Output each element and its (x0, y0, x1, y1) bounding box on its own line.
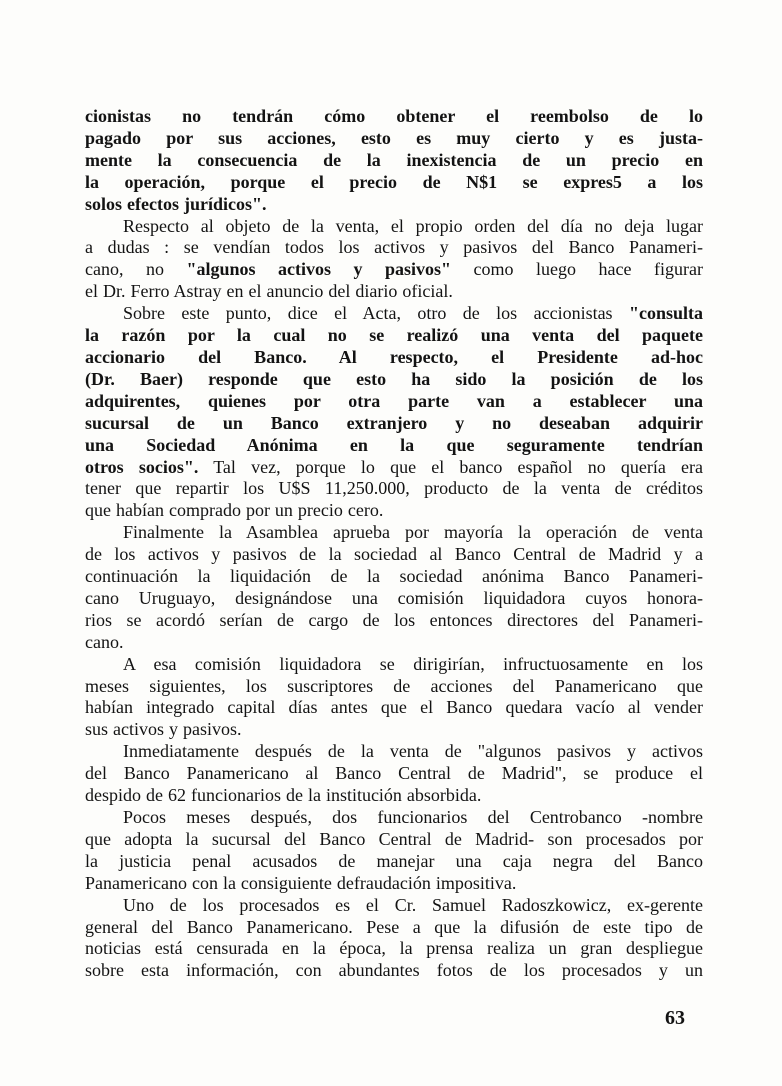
text-line (85, 457, 703, 479)
text-line (85, 917, 703, 939)
text-line (85, 632, 703, 654)
paragraph (85, 522, 703, 653)
text-line (85, 588, 703, 610)
text-line (85, 676, 703, 698)
text-line (85, 522, 703, 544)
text-line (85, 150, 703, 172)
text-line (85, 741, 703, 763)
text-segment: que habían comprado por un precio cero. (85, 500, 384, 521)
text-segment: Uno de los procesados es el Cr. Samuel Radoszkowicz, ex-gerente (123, 894, 703, 915)
text-line (85, 413, 703, 435)
text-line (85, 938, 703, 960)
text-line (85, 216, 703, 238)
bold-text-segment: adquirentes, quienes por otra parte van a establecer una (85, 390, 703, 411)
paragraph (85, 654, 703, 742)
bold-text-segment: pagado por sus acciones, esto es muy cierto y es justa- (85, 127, 703, 148)
text-line (85, 500, 703, 522)
text-line (85, 873, 703, 895)
text-segment: Respecto al objeto de la venta, el propio orden del día no deja lugar (123, 215, 703, 236)
bold-text-segment: cionistas no tendrán cómo obtener el reembolso de lo (85, 106, 703, 126)
text-segment: Finalmente la Asamblea aprueba por mayoría la operación de venta (123, 522, 703, 543)
text-segment: el Dr. Ferro Astray en el anuncio del diario oficial. (85, 281, 453, 302)
bold-text-segment: una Sociedad Anónima en la que seguramente tendrían (85, 434, 703, 455)
bold-text-segment: sucursal de un Banco extranjero y no deseaban adquirir (85, 412, 703, 433)
text-segment: a dudas : se vendían todos los activos y pasivos del Banco Panameri- (85, 237, 703, 258)
bold-text-segment: mente la consecuencia de la inexistencia de un precio en (85, 149, 703, 170)
text-segment: Inmediatamente después de la venta de "algunos pasivos y activos (123, 741, 703, 762)
bold-text-segment: solos efectos jurídicos". (85, 193, 267, 214)
bold-text-segment: otros socios". (85, 456, 199, 477)
text-segment: sus activos y pasivos. (85, 719, 242, 740)
text-line (85, 106, 703, 128)
paragraph (85, 741, 703, 807)
paragraph (85, 303, 703, 522)
text-segment: la justicia penal acusados de manejar una caja negra del Banco (85, 850, 703, 871)
paragraph (85, 106, 703, 216)
text-segment: meses siguientes, los suscriptores de acciones del Panamericano que (85, 675, 703, 696)
text-segment: como luego hace figurar (451, 259, 703, 280)
text-segment: cano. (85, 631, 124, 652)
text-segment: sobre esta información, con abundantes fotos de los procesados y un (85, 960, 703, 981)
text-segment: tener que repartir los U$S 11,250.000, producto de la venta de créditos (85, 478, 703, 499)
text-line (85, 303, 703, 325)
bold-text-segment: "consulta (628, 303, 703, 324)
text-line (85, 807, 703, 829)
text-line (85, 610, 703, 632)
text-segment: cano, no (85, 259, 187, 280)
text-line (85, 851, 703, 873)
text-line (85, 829, 703, 851)
text-line (85, 763, 703, 785)
text-segment: Panamericano con la consiguiente defraudación impositiva. (85, 872, 517, 893)
text-segment: que adopta la sucursal del Banco Central de Madrid- son procesados por (85, 828, 703, 849)
text-line (85, 237, 703, 259)
text-segment: despido de 62 funcionarios de la institución absorbida. (85, 785, 482, 806)
text-segment: Pocos meses después, dos funcionarios del Centrobanco -nombre (123, 807, 703, 827)
text-segment: de los activos y pasivos de la sociedad al Banco Central de Madrid y a (85, 544, 703, 565)
text-line (85, 259, 703, 281)
text-line (85, 281, 703, 303)
text-line (85, 369, 703, 391)
text-line (85, 172, 703, 194)
text-segment: Sobre este punto, dice el Acta, otro de los accionistas (123, 303, 629, 324)
text-line (85, 697, 703, 719)
text-line (85, 478, 703, 500)
text-line (85, 128, 703, 150)
page-number: 63 (665, 1007, 685, 1029)
text-line (85, 435, 703, 457)
bold-text-segment: la razón por la cual no se realizó una venta del paquete (85, 325, 703, 346)
bold-text-segment: (Dr. Baer) responde que esto ha sido la posición de los (85, 368, 703, 389)
text-segment: del Banco Panamericano al Banco Central de Madrid", se produce el (85, 763, 703, 784)
text-line (85, 566, 703, 588)
paragraph (85, 807, 703, 895)
text-line (85, 544, 703, 566)
text-line (85, 391, 703, 413)
text-segment: rios se acordó serían de cargo de los entonces directores del Panameri- (85, 609, 703, 630)
text-line (85, 654, 703, 676)
text-segment: cano Uruguayo, designándose una comisión liquidadora cuyos honora- (85, 587, 703, 608)
text-segment: Tal vez, porque lo que el banco español no quería era (198, 456, 704, 477)
text-segment: habían integrado capital días antes que el Banco quedara vacío al vender (85, 697, 703, 718)
text-segment: noticias está censurada en la época, la prensa realiza un gran despliegue (85, 938, 703, 959)
bold-text-segment: accionario del Banco. Al respecto, el Presidente ad-hoc (85, 346, 703, 367)
text-segment: continuación la liquidación de la sociedad anónima Banco Panameri- (85, 566, 703, 587)
text-line (85, 785, 703, 807)
text-line (85, 895, 703, 917)
paragraph (85, 216, 703, 304)
text-line (85, 325, 703, 347)
page-body (85, 106, 703, 982)
paragraph (85, 895, 703, 983)
bold-text-segment: "algunos activos y pasivos" (186, 259, 452, 280)
text-line (85, 719, 703, 741)
text-line (85, 347, 703, 369)
bold-text-segment: la operación, porque el precio de N$1 se expres5 a los (85, 171, 703, 192)
text-segment: A esa comisión liquidadora se dirigirían, infructuosamente en los (123, 653, 703, 674)
text-line (85, 960, 703, 982)
text-line (85, 194, 703, 216)
text-segment: general del Banco Panamericano. Pese a que la difusión de este tipo de (85, 916, 703, 937)
